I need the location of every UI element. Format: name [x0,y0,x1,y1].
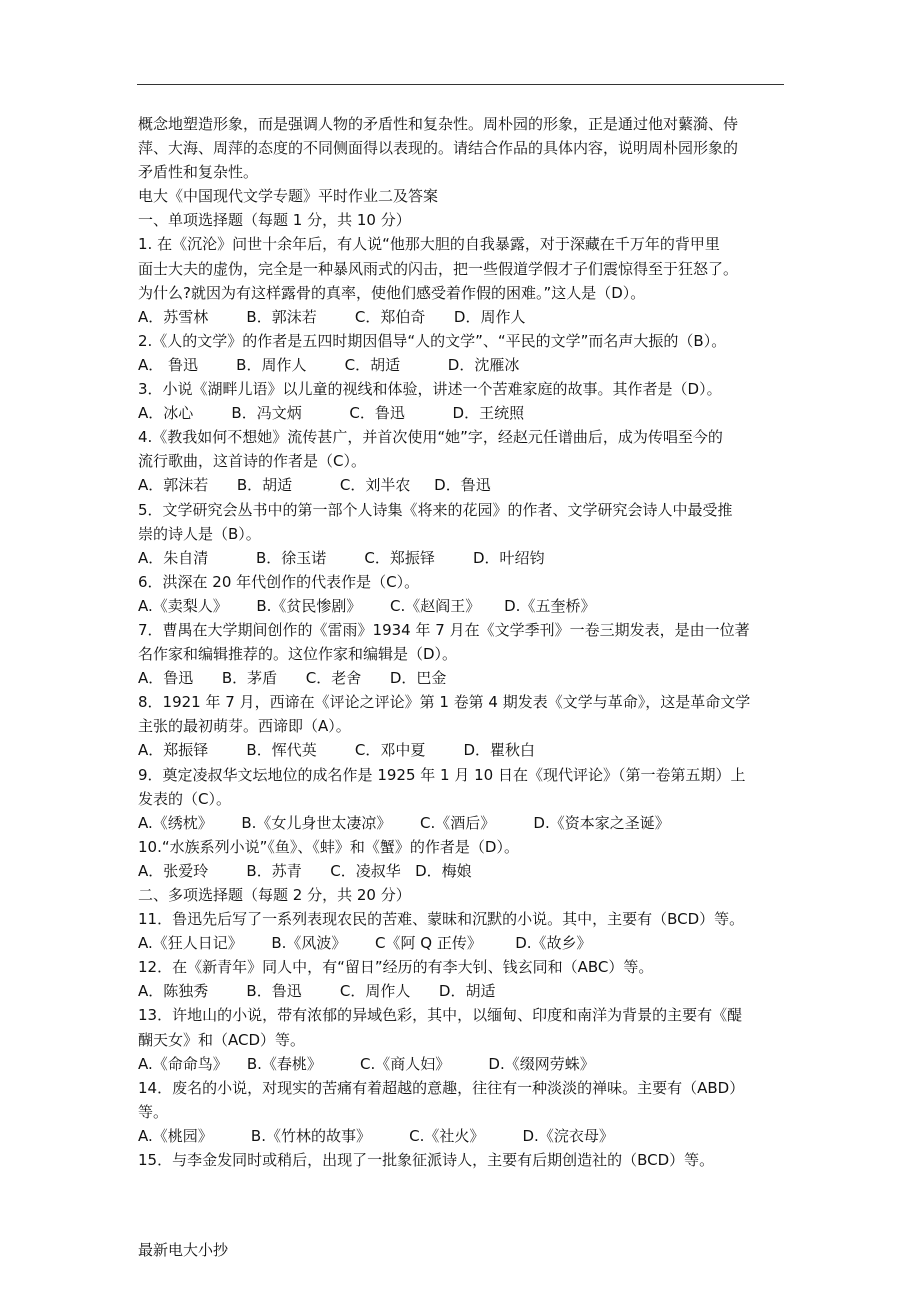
text-line: A．张爱玲 B．苏青 C．凌叔华 D．梅娘 [138,861,472,880]
text-line: A.《绣枕》 B.《女儿身世太凄凉》 C.《酒后》 D.《资本家之圣诞》 [138,813,670,832]
text-line: 一、单项选择题（每题 1 分，共 10 分） [138,211,411,230]
text-line: 电大《中国现代文学专题》平时作业二及答案 [138,187,439,206]
text-line: 矛盾性和复杂性。 [138,163,259,182]
header-rule [137,84,784,85]
text-line: 8．1921 年 7 月，西谛在《评论之评论》第 1 卷第 4 期发表《文学与革命》，这是革命文学 [138,693,751,712]
text-line: A.《卖梨人》 B.《贫民惨剧》 C.《赵阎王》 D.《五奎桥》 [138,596,596,615]
text-line: A.《狂人日记》 B.《风波》 C《阿 Q 正传》 D.《故乡》 [138,934,592,953]
text-line: 崇的诗人是（B）。 [138,524,261,543]
text-line: 11．鲁迅先后写了一系列表现农民的苦难、蒙昧和沉默的小说。其中，主要有（BCD）等。 [138,910,745,929]
text-line: 发表的（C）。 [138,789,231,808]
text-line: A． 鲁迅 B．周作人 C．胡适 D．沈雁冰 [138,355,520,374]
text-line: 概念地塑造形象，而是强调人物的矛盾性和复杂性。周朴园的形象，正是通过他对蘩漪、侍 [138,115,739,133]
text-line: 13．许地山的小说，带有浓郁的异域色彩，其中，以缅甸、印度和南洋为背景的主要有《醍 [138,1006,743,1025]
text-line: 为什么?就因为有这样露骨的真率，使他们感受着作假的困难。”这人是（D）。 [138,283,646,302]
text-line: A．郭沫若 B．胡适 C．刘半农 D．鲁迅 [138,476,491,495]
text-line: 主张的最初萌芽。西谛即（A）。 [138,717,351,736]
text-line: 7．曹禺在大学期间创作的《雷雨》1934 年 7 月在《文学季刊》一卷三期发表，是由一位著 [138,620,750,639]
document-body [138,112,798,1172]
text-line: A．朱自清 B．徐玉诺 C．郑振铎 D．叶绍钧 [138,548,545,567]
text-line: A.《桃园》 B.《竹林的故事》 C.《社火》 D.《浣衣母》 [138,1126,614,1145]
text-line: 9．奠定凌叔华文坛地位的成名作是 1925 年 1 月 10 日在《现代评论》（第一卷第五期）上 [138,765,746,784]
text-line: 5．文学研究会丛书中的第一部个人诗集《将来的花园》的作者、文学研究会诗人中最受推 [138,500,733,519]
text-line: A．鲁迅 B．茅盾 C．老舍 D．巴金 [138,669,447,688]
text-line: A．苏雪林 B．郭沫若 C．郑伯奇 D．周作人 [138,307,526,326]
page-footer: 最新电大小抄 [138,1241,229,1259]
text-line: 1. 在《沉沦》问世十余年后，有人说“他那大胆的自我暴露，对于深藏在千万年的背甲里 [138,235,720,254]
text-line: A．郑振铎 B．恽代英 C．邓中夏 D．瞿秋白 [138,741,536,760]
text-line: 流行歌曲，这首诗的作者是（C）。 [138,452,366,471]
text-line: 醐天女》和（ACD）等。 [138,1030,306,1049]
text-line: 12．在《新青年》同人中，有“留日”经历的有李大钊、钱玄同和（ABC）等。 [138,958,654,977]
text-line: 15．与李金发同时或稍后，出现了一批象征派诗人，主要有后期创造社的（BCD）等。 [138,1151,715,1170]
text-line: A.《命命鸟》 B.《春桃》 C.《商人妇》 D.《缀网劳蛛》 [138,1054,595,1073]
text-line: A．冰心 B．冯文炳 C．鲁迅 D．王统照 [138,404,525,423]
text-line: A．陈独秀 B．鲁迅 C．周作人 D．胡适 [138,982,496,1001]
text-line: 4.《教我如何不想她》流传甚广，并首次使用“她”字，经赵元任谱曲后，成为传唱至今的 [138,428,723,447]
text-line: 2.《人的文学》的作者是五四时期因倡导“人的文学”、“平民的文学”而名声大振的（B）。 [138,331,727,350]
text-line: 6．洪深在 20 年代创作的代表作是（C）。 [138,572,420,591]
text-line: 等。 [138,1102,169,1121]
text-line: 14．废名的小说，对现实的苦痛有着超越的意趣，往往有一种淡淡的禅味。主要有（ABD） [138,1078,745,1097]
text-line: 面士大夫的虚伪，完全是一种暴风雨式的闪击，把一些假道学假才子们震惊得至于狂怒了。 [138,259,739,278]
text-line: 萍、大海、周萍的态度的不同侧面得以表现的。请结合作品的具体内容，说明周朴园形象的 [138,139,739,158]
text-line: 3．小说《湖畔儿语》以儿童的视线和体验，讲述一个苦难家庭的故事。其作者是（D）。 [138,380,722,399]
text-line: 二、多项选择题（每题 2 分，共 20 分） [138,886,411,904]
text-line: 10.“水族系列小说”《鱼》、《蚌》和《蟹》的作者是（D）。 [138,837,519,856]
text-line: 名作家和编辑推荐的。这位作家和编辑是（D）。 [138,645,458,664]
